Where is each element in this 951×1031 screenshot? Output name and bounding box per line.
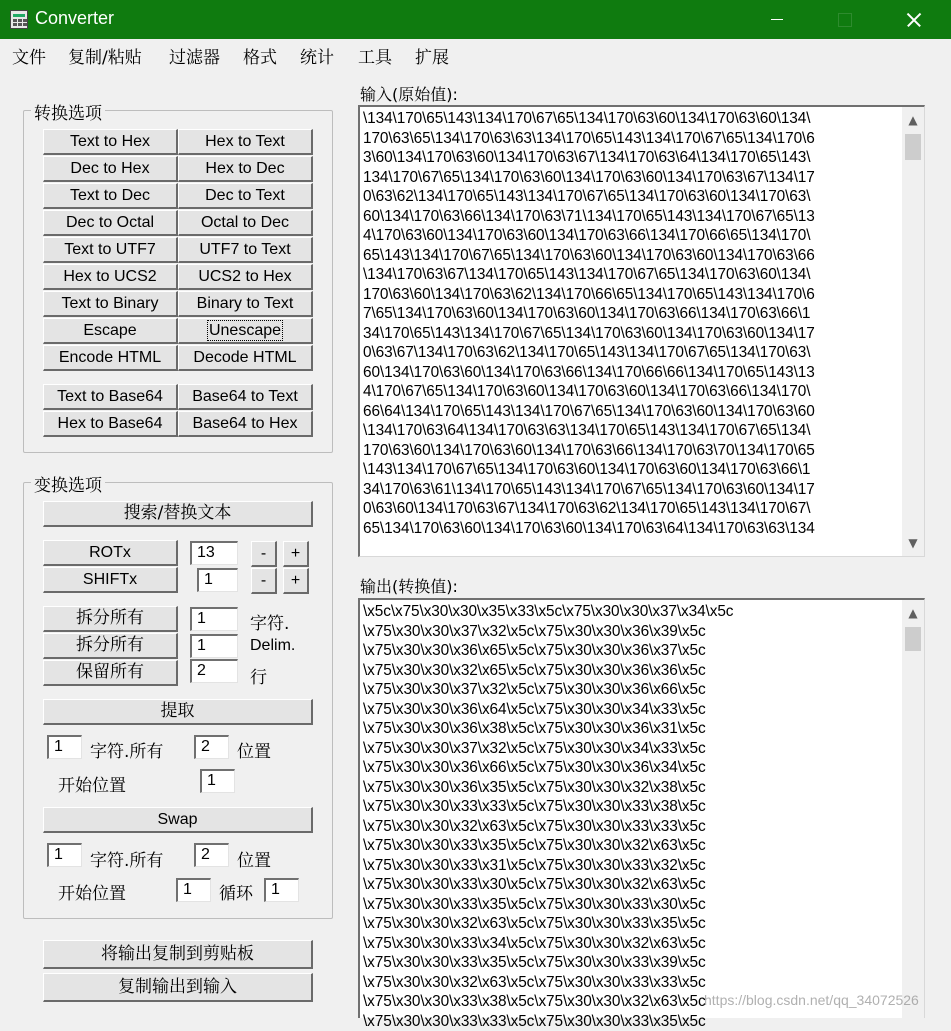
text-line: 3\60\134\170\63\60\134\170\63\67\134\170\63\64\134\170\65\143\	[363, 148, 902, 168]
menu-tools[interactable]: 工具	[358, 43, 392, 68]
text-line: \x75\x30\x30\x32\x63\x5c\x75\x30\x30\x33\x33\x5c	[363, 973, 902, 993]
menu-copy-paste[interactable]: 复制/粘贴	[68, 43, 142, 68]
shiftx-button[interactable]: SHIFTx	[43, 567, 178, 593]
octal-to-dec-button[interactable]: Octal to Dec	[178, 210, 313, 236]
text-to-binary-button[interactable]: Text to Binary	[43, 291, 178, 317]
text-line: 7\65\134\170\63\60\134\170\63\60\134\170\63\66\134\170\63\66\1	[363, 304, 902, 324]
text-to-dec-button[interactable]: Text to Dec	[43, 183, 178, 209]
text-line: \x75\x30\x30\x36\x35\x5c\x75\x30\x30\x32\x38\x5c	[363, 778, 902, 798]
extract-start-field[interactable]: 1	[200, 769, 235, 793]
base64-to-hex-button[interactable]: Base64 to Hex	[178, 411, 313, 437]
hex-to-ucs2-button[interactable]: Hex to UCS2	[43, 264, 178, 290]
text-line: \x75\x30\x30\x37\x32\x5c\x75\x30\x30\x34\x33\x5c	[363, 739, 902, 759]
convert-options-title: 转换选项	[31, 99, 105, 124]
swap-position-field[interactable]: 2	[194, 843, 229, 867]
text-line: \x75\x30\x30\x36\x65\x5c\x75\x30\x30\x36\x37\x5c	[363, 641, 902, 661]
shiftx-value-field[interactable]: 1	[197, 568, 238, 592]
swap-loop-label: 循环	[219, 879, 253, 904]
hex-to-base64-button[interactable]: Hex to Base64	[43, 411, 178, 437]
dec-to-hex-button[interactable]: Dec to Hex	[43, 156, 178, 182]
text-line: \x75\x30\x30\x36\x64\x5c\x75\x30\x30\x34\x33\x5c	[363, 700, 902, 720]
watermark: https://blog.csdn.net/qq_34072526	[704, 992, 919, 1008]
encode-html-button[interactable]: Encode HTML	[43, 345, 178, 371]
split-delim-field[interactable]: 1	[190, 634, 238, 658]
input-scrollbar[interactable]	[902, 107, 924, 556]
extract-chars-field[interactable]: 1	[47, 735, 82, 759]
search-replace-button[interactable]: 搜索/替换文本	[43, 501, 313, 527]
rotx-increment-button[interactable]: +	[283, 541, 309, 567]
maximize-icon[interactable]	[821, 0, 867, 39]
split-delim-unit: Delim.	[250, 637, 295, 655]
menu-file[interactable]: 文件	[12, 43, 46, 68]
base64-to-text-button[interactable]: Base64 to Text	[178, 384, 313, 410]
ucs2-to-hex-button[interactable]: UCS2 to Hex	[178, 264, 313, 290]
swap-start-field[interactable]: 1	[176, 878, 211, 902]
hex-to-dec-button[interactable]: Hex to Dec	[178, 156, 313, 182]
input-panel-label: 输入(原始值):	[360, 82, 458, 105]
extract-chars-label: 字符.所有	[90, 737, 163, 762]
text-line: 170\63\65\134\170\63\63\134\170\65\143\134\170\67\65\134\170\6	[363, 129, 902, 149]
text-line: \x75\x30\x30\x33\x33\x5c\x75\x30\x30\x33\x38\x5c	[363, 797, 902, 817]
swap-loop-field[interactable]: 1	[264, 878, 299, 902]
swap-start-label: 开始位置	[58, 879, 126, 904]
output-panel-label: 输出(转换值):	[360, 574, 458, 597]
text-to-utf7-button[interactable]: Text to UTF7	[43, 237, 178, 263]
text-line: 0\63\67\134\170\63\62\134\170\65\143\134\170\67\65\134\170\63\	[363, 343, 902, 363]
text-line: \x75\x30\x30\x36\x66\x5c\x75\x30\x30\x36\x34\x5c	[363, 758, 902, 778]
text-line: \x75\x30\x30\x37\x32\x5c\x75\x30\x30\x36\x39\x5c	[363, 622, 902, 642]
decode-html-button[interactable]: Decode HTML	[178, 345, 313, 371]
scroll-up-icon[interactable]: ▲	[902, 603, 924, 623]
split-chars-button[interactable]: 拆分所有	[43, 606, 178, 632]
text-line: \x75\x30\x30\x33\x33\x5c\x75\x30\x30\x33\x35\x5c	[363, 1012, 902, 1031]
dec-to-octal-button[interactable]: Dec to Octal	[43, 210, 178, 236]
dec-to-text-button[interactable]: Dec to Text	[178, 183, 313, 209]
text-line: \x75\x30\x30\x37\x32\x5c\x75\x30\x30\x36\x66\x5c	[363, 680, 902, 700]
text-line: \x75\x30\x30\x36\x38\x5c\x75\x30\x30\x36\x31\x5c	[363, 719, 902, 739]
text-line: \x75\x30\x30\x32\x65\x5c\x75\x30\x30\x36\x36\x5c	[363, 661, 902, 681]
swap-button[interactable]: Swap	[43, 807, 313, 833]
input-text-content	[363, 109, 902, 538]
window-title: Converter	[35, 8, 114, 29]
extract-start-label: 开始位置	[58, 771, 126, 796]
text-line: 65\134\170\63\60\134\170\63\60\134\170\63\64\134\170\63\63\134	[363, 519, 902, 539]
text-line: \x75\x30\x30\x33\x35\x5c\x75\x30\x30\x32\x63\x5c	[363, 836, 902, 856]
split-chars-unit: 字符.	[250, 609, 289, 634]
text-line: \x75\x30\x30\x33\x34\x5c\x75\x30\x30\x32\x63\x5c	[363, 934, 902, 954]
extract-position-label: 位置	[237, 737, 271, 762]
utf7-to-text-button[interactable]: UTF7 to Text	[178, 237, 313, 263]
keep-lines-button[interactable]: 保留所有	[43, 660, 178, 686]
rotx-value-field[interactable]: 13	[190, 541, 238, 565]
menu-filters[interactable]: 过滤器	[169, 43, 220, 68]
text-line: \x75\x30\x30\x32\x63\x5c\x75\x30\x30\x33\x35\x5c	[363, 914, 902, 934]
text-line: \143\134\170\67\65\134\170\63\60\134\170\63\60\134\170\63\66\1	[363, 460, 902, 480]
scroll-up-icon[interactable]: ▲	[902, 110, 924, 130]
minimize-icon[interactable]	[754, 0, 800, 39]
text-line: 66\64\134\170\65\143\134\170\67\65\134\170\63\60\134\170\63\60	[363, 402, 902, 422]
text-line: 60\134\170\63\60\134\170\63\66\134\170\66\66\134\170\65\143\13	[363, 363, 902, 383]
shiftx-decrement-button[interactable]: -	[251, 568, 277, 594]
menu-extensions[interactable]: 扩展	[415, 43, 449, 68]
swap-position-label: 位置	[237, 846, 271, 871]
text-line: \134\170\63\64\134\170\63\63\134\170\65\143\134\170\67\65\134\	[363, 421, 902, 441]
binary-to-text-button[interactable]: Binary to Text	[178, 291, 313, 317]
text-line: \x75\x30\x30\x32\x63\x5c\x75\x30\x30\x33\x33\x5c	[363, 817, 902, 837]
swap-chars-label: 字符.所有	[90, 846, 163, 871]
copy-output-clipboard-button[interactable]: 将输出复制到剪贴板	[43, 940, 313, 969]
title-bar	[0, 0, 951, 39]
text-line: \x75\x30\x30\x33\x35\x5c\x75\x30\x30\x33\x30\x5c	[363, 895, 902, 915]
output-scroll-thumb[interactable]	[905, 627, 921, 651]
text-line: 34\170\63\61\134\170\65\143\134\170\67\65\134\170\63\60\134\17	[363, 480, 902, 500]
text-line: 65\143\134\170\67\65\134\170\63\60\134\170\63\60\134\170\63\66	[363, 246, 902, 266]
close-icon[interactable]	[891, 0, 937, 39]
scroll-down-icon[interactable]: ▼	[902, 533, 924, 553]
text-line: 134\170\67\65\134\170\63\60\134\170\63\60\134\170\63\67\134\17	[363, 168, 902, 188]
input-textarea[interactable]	[358, 105, 925, 557]
text-line: \134\170\65\143\134\170\67\65\134\170\63\60\134\170\63\60\134\	[363, 109, 902, 129]
shiftx-increment-button[interactable]: +	[283, 568, 309, 594]
text-line: 170\63\60\134\170\63\62\134\170\66\65\134\170\65\143\134\170\6	[363, 285, 902, 305]
output-text-content	[363, 602, 902, 1031]
text-line: 4\170\63\60\134\170\63\60\134\170\63\66\134\170\66\65\134\170\	[363, 226, 902, 246]
menu-statistics[interactable]: 统计	[300, 43, 334, 68]
text-to-hex-button[interactable]: Text to Hex	[43, 129, 178, 155]
menu-bar	[0, 39, 951, 69]
text-to-base64-button[interactable]: Text to Base64	[43, 384, 178, 410]
output-textarea[interactable]	[358, 598, 925, 1018]
calculator-icon	[10, 10, 28, 29]
text-line: \x75\x30\x30\x33\x35\x5c\x75\x30\x30\x33\x39\x5c	[363, 953, 902, 973]
text-line: 0\63\60\134\170\63\67\134\170\63\62\134\170\65\143\134\170\67\	[363, 499, 902, 519]
split-chars-field[interactable]: 1	[190, 607, 238, 631]
text-line: 4\170\67\65\134\170\63\60\134\170\63\60\134\170\63\66\134\170\	[363, 382, 902, 402]
text-line: \x5c\x75\x30\x30\x35\x33\x5c\x75\x30\x30\x37\x34\x5c	[363, 602, 902, 622]
split-delim-button[interactable]: 拆分所有	[43, 633, 178, 659]
text-line: 60\134\170\63\66\134\170\63\71\134\170\65\143\134\170\67\65\13	[363, 207, 902, 227]
keep-lines-unit: 行	[250, 663, 267, 688]
rotx-button[interactable]: ROTx	[43, 540, 178, 566]
menu-format[interactable]: 格式	[243, 43, 277, 68]
keep-lines-field[interactable]: 2	[190, 659, 238, 683]
text-line: \134\170\63\67\134\170\65\143\134\170\67\65\134\170\63\60\134\	[363, 265, 902, 285]
hex-to-text-button[interactable]: Hex to Text	[178, 129, 313, 155]
text-line: \x75\x30\x30\x33\x38\x5c\x75\x30\x30\x32\x63\x5c	[363, 992, 902, 1012]
text-line: \x75\x30\x30\x33\x31\x5c\x75\x30\x30\x33\x32\x5c	[363, 856, 902, 876]
extract-position-field[interactable]: 2	[194, 735, 229, 759]
extract-button[interactable]: 提取	[43, 699, 313, 725]
escape-button[interactable]: Escape	[43, 318, 178, 344]
transform-options-title: 变换选项	[31, 471, 105, 496]
text-line: \x75\x30\x30\x33\x30\x5c\x75\x30\x30\x32\x63\x5c	[363, 875, 902, 895]
text-line: 0\63\62\134\170\65\143\134\170\67\65\134\170\63\60\134\170\63\	[363, 187, 902, 207]
output-scrollbar[interactable]	[902, 600, 924, 1018]
text-line: 34\170\65\143\134\170\67\65\134\170\63\60\134\170\63\60\134\17	[363, 324, 902, 344]
rotx-decrement-button[interactable]: -	[251, 541, 277, 567]
input-scroll-thumb[interactable]	[905, 134, 921, 160]
text-line: 170\63\60\134\170\63\60\134\170\63\66\134\170\63\70\134\170\65	[363, 441, 902, 461]
unescape-button[interactable]: Unescape	[178, 318, 313, 344]
copy-output-to-input-button[interactable]: 复制输出到输入	[43, 973, 313, 1002]
swap-chars-field[interactable]: 1	[47, 843, 82, 867]
